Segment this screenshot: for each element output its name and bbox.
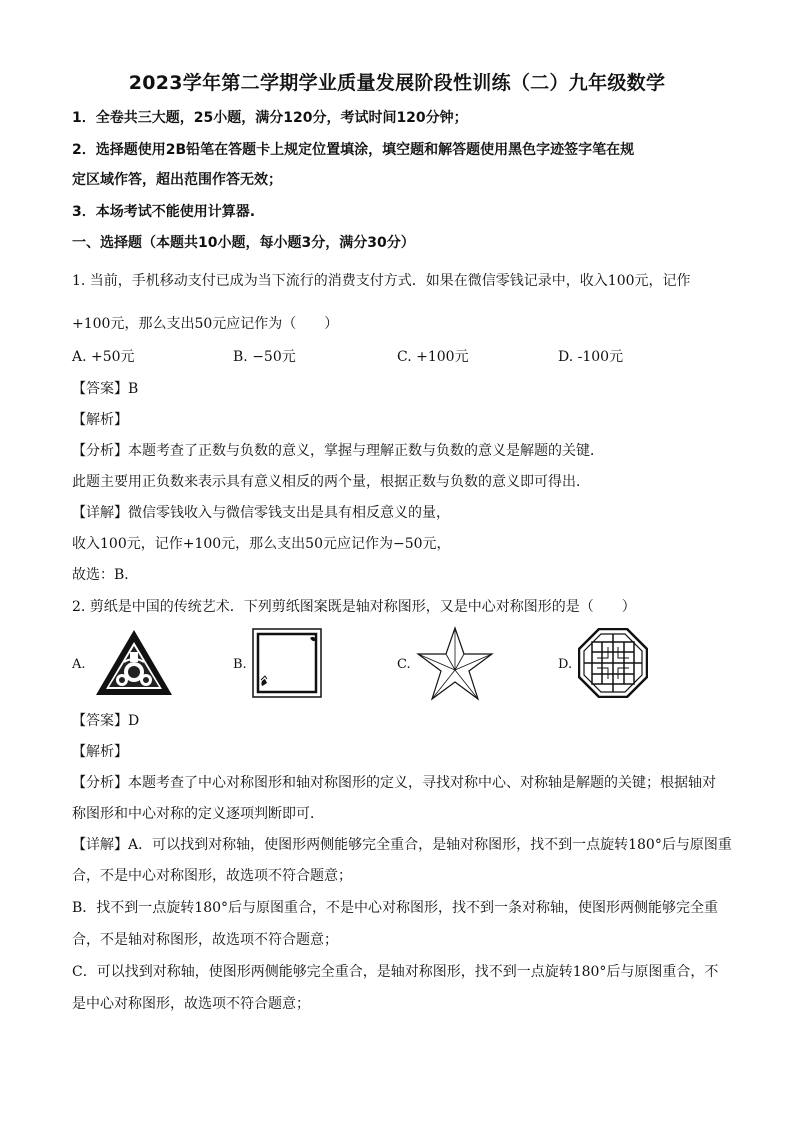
q1-detail-1: 【详解】微信零钱收入与微信零钱支出是具有相反意义的量， <box>72 505 450 521</box>
q2-jiexi: 【解析】 <box>72 744 128 760</box>
q2-detail-a-2: 合，不是中心对称图形，故选项不符合题意； <box>72 868 352 884</box>
note-1: 1．全卷共三大题，25小题，满分120分，考试时间120分钟； <box>72 110 468 126</box>
q1-analysis-1: 【分析】本题考查了正数与负数的意义，掌握与理解正数与负数的意义是解题的关键． <box>72 443 604 459</box>
q2-detail-c-2: 是中心对称图形，故选项不符合题意； <box>72 996 310 1012</box>
note-2-cont: 定区域作答，超出范围作答无效； <box>72 172 282 188</box>
q1-answer: 【答案】B <box>72 381 139 397</box>
papercut-triangle-figure <box>94 628 174 698</box>
exam-title: 2023学年第二学期学业质量发展阶段性训练（二）九年级数学 <box>128 72 666 94</box>
q2-detail-c-1: C．可以找到对称轴，使图形两侧能够完全重合，是轴对称图形，找不到一点旋转180°后与原图重合，不 <box>72 964 719 980</box>
papercut-star-figure <box>416 626 494 702</box>
note-2: 2．选择题使用2B铅笔在答题卡上规定位置填涂，填空题和解答题使用黑色字迹签字笔在规 <box>72 142 635 158</box>
q1-option-a: A. +50元 <box>72 349 135 365</box>
q2-detail-b-2: 合，不是轴对称图形，故选项不符合题意； <box>72 932 338 948</box>
q2-label-c: C. <box>397 657 411 672</box>
q2-label-d: D. <box>558 657 573 672</box>
q1-jiexi: 【解析】 <box>72 412 128 428</box>
note-3: 3．本场考试不能使用计算器. <box>72 204 256 220</box>
q1-stem-line2: +100元，那么支出50元应记作为（ ） <box>72 316 339 332</box>
q2-analysis-2: 称图形和中心对称的定义逐项判断即可． <box>72 806 324 822</box>
q2-detail-a-1: 【详解】A．可以找到对称轴，使图形两侧能够完全重合，是轴对称图形，找不到一点旋转180°后与原图重 <box>72 837 732 853</box>
papercut-octagon-lattice-figure <box>578 628 648 698</box>
q2-label-a: A. <box>72 657 86 672</box>
section-heading: 一、选择题（本题共10小题，每小题3分，满分30分） <box>72 235 415 251</box>
q2-answer: 【答案】D <box>72 713 140 729</box>
q1-detail-3: 故选：B． <box>72 567 139 583</box>
q1-analysis-2: 此题主要用正负数来表示具有意义相反的两个量，根据正数与负数的意义即可得出． <box>72 474 590 490</box>
q1-detail-2: 收入100元，记作+100元，那么支出50元应记作为−50元， <box>72 536 451 552</box>
q2-analysis-1: 【分析】本题考查了中心对称图形和轴对称图形的定义，寻找对称中心、对称轴是解题的关键；根据轴对 <box>72 775 716 791</box>
q1-option-c: C. +100元 <box>397 349 469 365</box>
q2-detail-b-1: B．找不到一点旋转180°后与原图重合，不是中心对称图形，找不到一条对称轴，使图形两侧能够完全重 <box>72 900 719 916</box>
q1-option-d: D. -100元 <box>558 349 624 365</box>
q1-stem-line1: 1. 当前，手机移动支付已成为当下流行的消费支付方式．如果在微信零钱记录中，收入100元，记作 <box>72 273 691 289</box>
q2-label-b: B. <box>233 657 247 672</box>
q1-option-b: B. −50元 <box>233 349 296 365</box>
q2-stem: 2. 剪纸是中国的传统艺术．下列剪纸图案既是轴对称图形，又是中心对称图形的是（ ） <box>72 599 636 615</box>
papercut-square-frame-figure <box>252 628 322 698</box>
